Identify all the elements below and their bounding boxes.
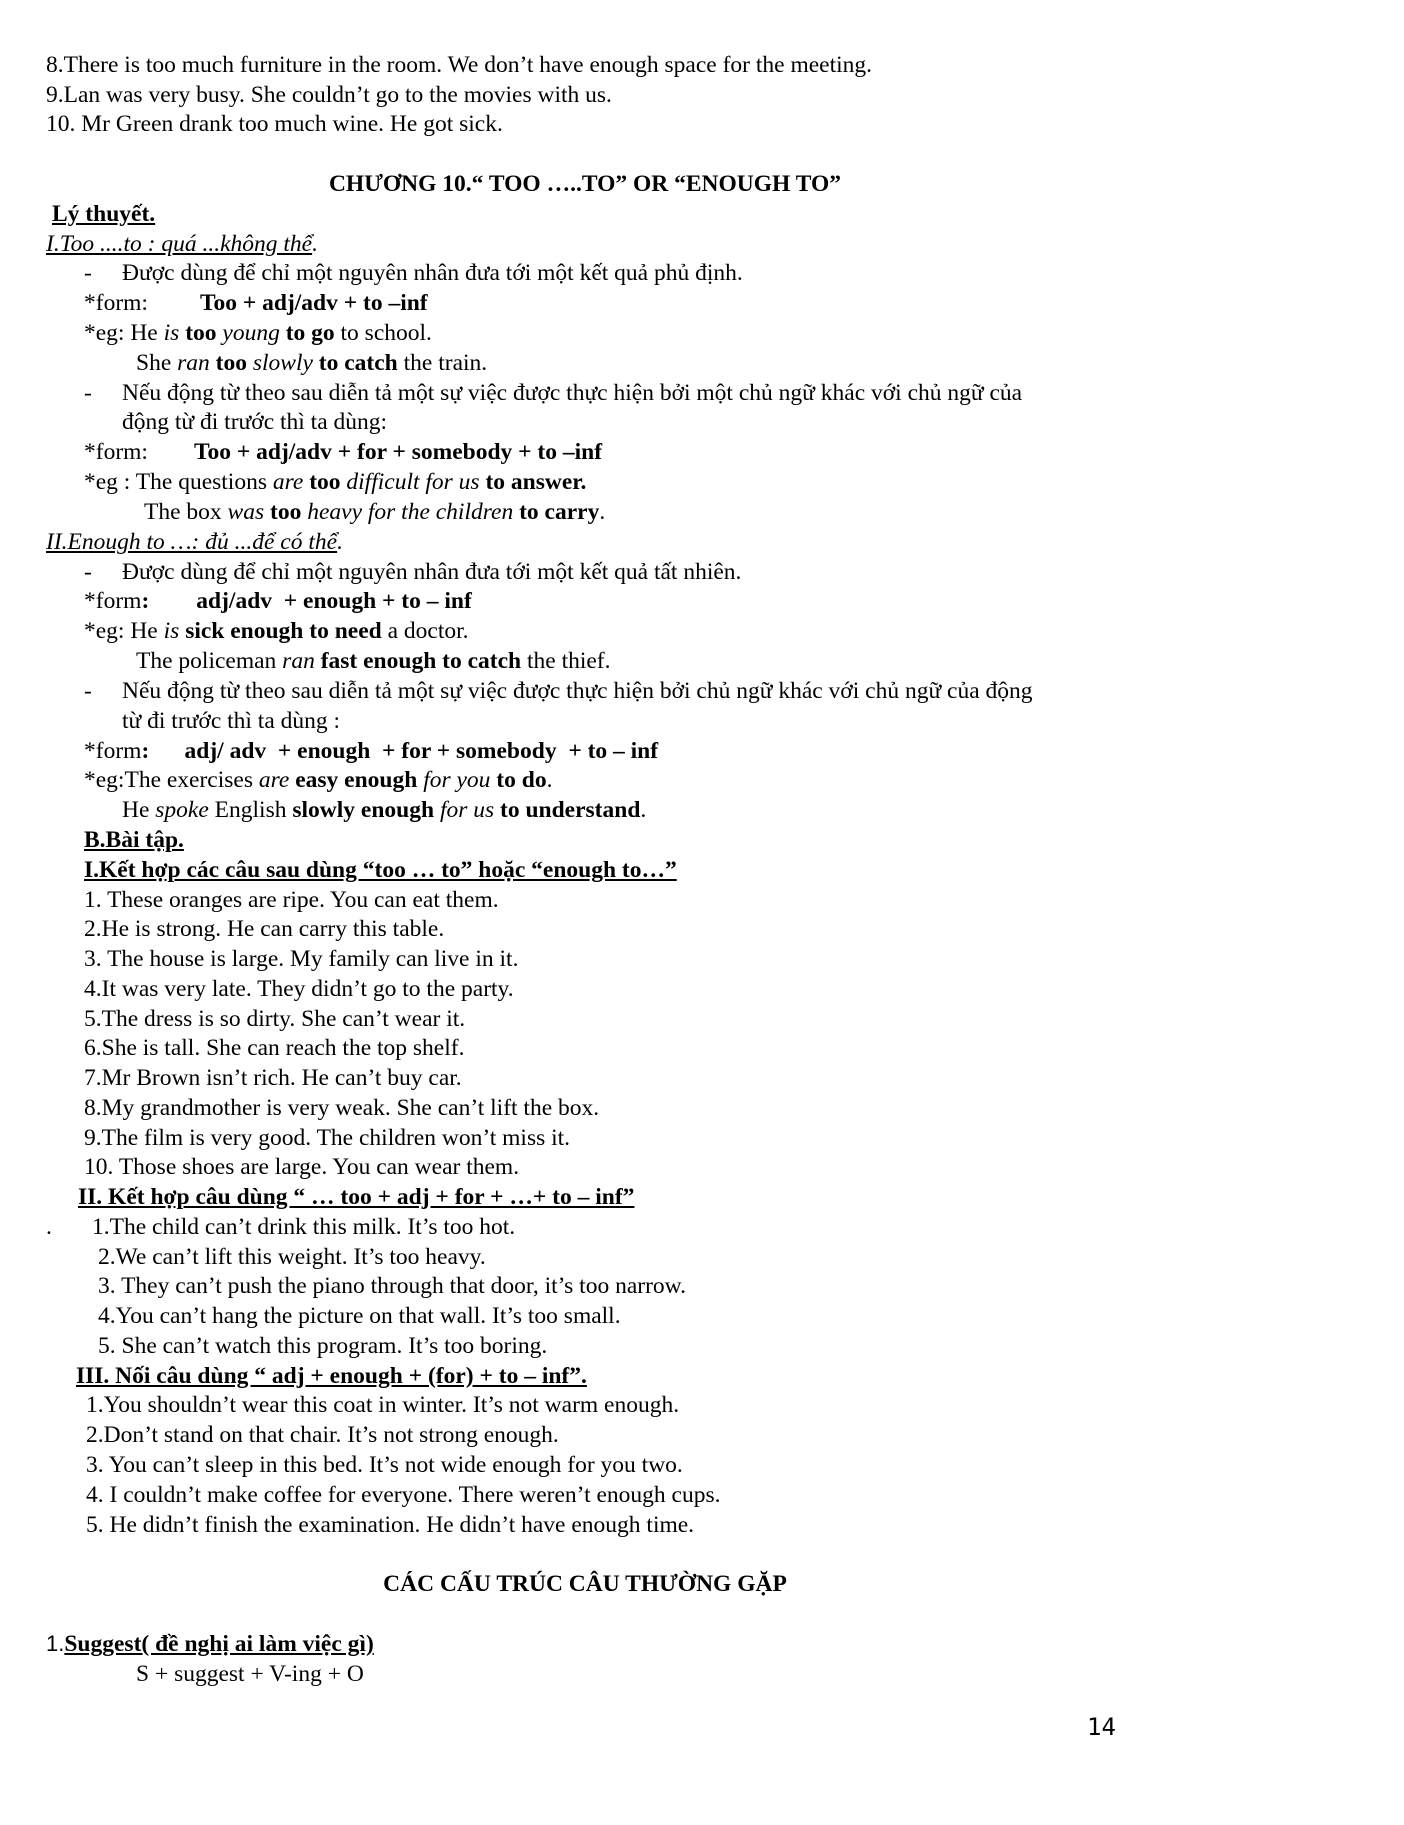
intro-exercise-9: 9.Lan was very busy. She couldn’t go to the movies with us. bbox=[46, 82, 612, 108]
enough-example-4: He spoke English slowly enough for us to understand. bbox=[122, 797, 647, 823]
enough-bullet-1: - Được dùng để chỉ một nguyên nhân đưa tới một kết quả tất nhiên. bbox=[84, 559, 742, 585]
stray-dot: . bbox=[46, 1214, 52, 1240]
enough-bullet-2: - Nếu động từ theo sau diễn tả một sự việc được thực hiện bởi chủ ngữ khác với chủ ngữ của động bbox=[84, 678, 1033, 704]
exercise-1-heading: I.Kết hợp các câu sau dùng “too … to” hoặc “enough to…” bbox=[84, 857, 677, 883]
enough-example-1: *eg: He is sick enough to need a doctor. bbox=[84, 618, 469, 644]
suggest-formula: S + suggest + V-ing + O bbox=[136, 1661, 364, 1687]
too-bullet-1: - Được dùng để chỉ một nguyên nhân đưa tới một kết quả phủ định. bbox=[84, 260, 743, 286]
exercise-2-item: 5. She can’t watch this program. It’s too boring. bbox=[98, 1333, 548, 1359]
exercise-3-item: 1.You shouldn’t wear this coat in winter. It’s not warm enough. bbox=[86, 1392, 680, 1418]
exercise-3-item: 3. You can’t sleep in this bed. It’s not wide enough for you two. bbox=[86, 1452, 683, 1478]
too-form-2: *form: Too + adj/adv + for + somebody + to –inf bbox=[84, 439, 603, 465]
too-example-2: She ran too slowly to catch the train. bbox=[136, 350, 488, 376]
theory-heading: Lý thuyết. bbox=[52, 201, 156, 227]
exercise-2-item: 4.You can’t hang the picture on that wall. It’s too small. bbox=[98, 1303, 621, 1329]
exercise-2-item: 1.The child can’t drink this milk. It’s too hot. bbox=[92, 1214, 516, 1240]
exercise-1-item: 8.My grandmother is very weak. She can’t lift the box. bbox=[84, 1095, 600, 1121]
enough-form-1: *form: adj/adv + enough + to – inf bbox=[84, 588, 472, 614]
enough-form-2: *form: adj/ adv + enough + for + somebody + to – inf bbox=[84, 738, 659, 764]
exercise-3-item: 4. I couldn’t make coffee for everyone. There weren’t enough cups. bbox=[86, 1482, 721, 1508]
exercise-1-item: 2.He is strong. He can carry this table. bbox=[84, 916, 445, 942]
intro-exercise-8: 8.There is too much furniture in the room. We don’t have enough space for the meeting. bbox=[46, 52, 873, 78]
too-bullet-2: - Nếu động từ theo sau diễn tả một sự việc được thực hiện bởi một chủ ngữ khác với chủ ngữ của bbox=[84, 380, 1023, 406]
suggest-heading: 1.Suggest( đề nghị ai làm việc gì) bbox=[46, 1631, 374, 1657]
page-number: 14 bbox=[1087, 1713, 1116, 1741]
exercise-1-item: 3. The house is large. My family can live in it. bbox=[84, 946, 519, 972]
exercise-1-item: 4.It was very late. They didn’t go to the party. bbox=[84, 976, 514, 1002]
enough-example-3: *eg:The exercises are easy enough for you to do. bbox=[84, 767, 553, 793]
exercise-1-item: 1. These oranges are ripe. You can eat them. bbox=[84, 887, 499, 913]
structures-title: CÁC CẤU TRÚC CÂU THƯỜNG GẶP bbox=[383, 1571, 787, 1597]
chapter-title: CHƯƠNG 10.“ TOO …..TO” OR “ENOUGH TO” bbox=[328, 171, 842, 197]
exercise-3-heading: III. Nối câu dùng “ adj + enough + (for) + to – inf”. bbox=[76, 1363, 587, 1389]
too-bullet-2-cont: động từ đi trước thì ta dùng: bbox=[122, 409, 388, 435]
too-section-heading: I.Too ....to : quá ...không thể. bbox=[46, 231, 318, 257]
enough-section-heading: II.Enough to …: đủ ...để có thể. bbox=[46, 529, 343, 555]
too-example-1: *eg: He is too young to go to school. bbox=[84, 320, 432, 346]
exercise-2-item: 2.We can’t lift this weight. It’s too heavy. bbox=[98, 1244, 486, 1270]
exercise-3-item: 5. He didn’t finish the examination. He didn’t have enough time. bbox=[86, 1512, 695, 1538]
intro-exercise-10: 10. Mr Green drank too much wine. He got sick. bbox=[46, 111, 503, 137]
exercise-heading: B.Bài tập. bbox=[84, 827, 184, 853]
too-form-1: *form: Too + adj/adv + to –inf bbox=[84, 290, 428, 316]
exercise-1-item: 5.The dress is so dirty. She can’t wear it. bbox=[84, 1006, 466, 1032]
exercise-1-item: 9.The film is very good. The children won’t miss it. bbox=[84, 1125, 571, 1151]
enough-example-2: The policeman ran fast enough to catch the thief. bbox=[136, 648, 611, 674]
exercise-2-item: 3. They can’t push the piano through that door, it’s too narrow. bbox=[98, 1273, 686, 1299]
too-example-4: The box was too heavy for the children to carry. bbox=[144, 499, 606, 525]
exercise-2-heading: II. Kết hợp câu dùng “ … too + adj + for + …+ to – inf” bbox=[78, 1184, 635, 1210]
exercise-1-item: 7.Mr Brown isn’t rich. He can’t buy car. bbox=[84, 1065, 462, 1091]
exercise-1-item: 10. Those shoes are large. You can wear them. bbox=[84, 1154, 520, 1180]
too-example-3: *eg : The questions are too difficult for us to answer. bbox=[84, 469, 587, 495]
enough-bullet-2-cont: từ đi trước thì ta dùng : bbox=[122, 708, 341, 734]
exercise-1-item: 6.She is tall. She can reach the top shelf. bbox=[84, 1035, 465, 1061]
exercise-3-item: 2.Don’t stand on that chair. It’s not strong enough. bbox=[86, 1422, 559, 1448]
